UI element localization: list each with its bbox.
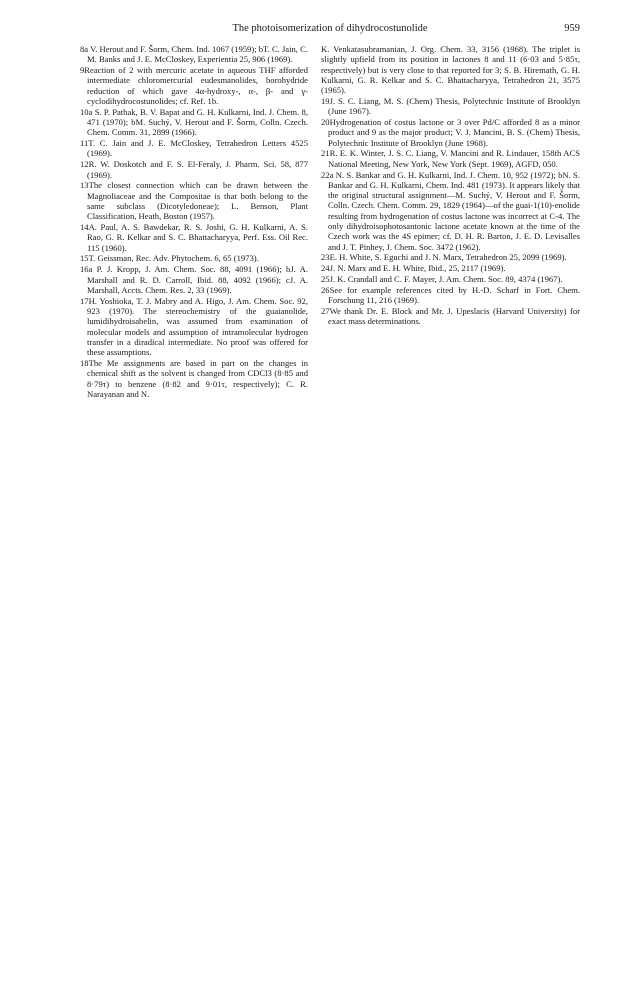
reference-24: 24J. N. Marx and E. H. White, Ibid., 25, 2117 (1969). [321, 263, 506, 274]
reference-19: 19J. S. C. Liang, M. S. (Chem) Thesis, Polytechnic Institute of Brooklyn (June 1967). [321, 95, 580, 117]
reference-8: 8a V. Herout and F. Šorm, Chem. Ind. 1067 (1959); bT. C. Jain, C. M. Banks and J. E. McCloskey, Experientia 25, 906 (1969). [80, 44, 308, 65]
reference-17: 17H. Yoshioka, T. J. Mabry and A. Higo, J. Am. Chem. Soc. 92, 923 (1970). The stereochemistry of the guaianolide, lumidihydroisabelin, was assumed from examination of molecular models and assumption of intramolecular hydrogen transfer in a diradical intermediate. No proof was offered for these assumptions. [80, 295, 308, 358]
reference-11: 11T. C. Jain and J. E. McCloskey, Tetrahedron Letters 4525 (1969). [80, 138, 308, 159]
reference-9: 9Reaction of 2 with mercuric acetate in aqueous THF afforded intermediate chloromercurial eudesmanolides, borohydride reduction of which gave 4α-hydroxy-, α-, β- and γ-cyclodihydrocostunolides; cf. Ref. 1b. [80, 65, 308, 106]
reference-18-continued: K. Venkatasubramanian, J. Org. Chem. 33, 3156 (1968). The triplet is slightly upfield from its position in lactones 8 and 11 (6·03 and 5·85τ, respectively) but is very close to that reported for 3; S. B. Hiremath, G. H. Kulkarni, G. R. Kelkar and S. C. Bhattacharyya, Tetrahedron 21, 3575 (1965). [321, 44, 580, 96]
page-header [80, 22, 580, 36]
reference-12: 12R. W. Doskotch and F. S. El-Feraly, J. Pharm. Sci. 58, 877 (1969). [80, 159, 308, 180]
reference-26: 26See for example references cited by H.-D. Scharf in Fort. Chem. Forschung 11, 216 (1969). [321, 284, 580, 306]
reference-20: 20Hydrogenation of costus lactone or 3 over Pd/C afforded 8 as a minor product and 9 as the major product; V. J. Mancini, B. S. (Chem) Thesis, Polytechnic Institute of Brooklyn (June 1968). [321, 117, 580, 148]
reference-22: 22a N. S. Bankar and G. H. Kulkarni, Ind. J. Chem. 10, 952 (1972); bN. S. Bankar and G. H. Kulkarni, Chem. Ind. 481 (1973). It appears likely that the original structural assignment—M. Suchý, V. Herout and F. Šorm, Colln. Czech. Chem. Comm. 29, 1829 (1964)—of the guai-1(10)-enolide resulting from hydrogenation of costus lactone was incorrect at C-4. The only dihydroisophotosantonic lactone acetate known at the time of the Czech work was the 4S epimer; cf. D. H. R. Barton, J. E. D. Levisalles and J. T. Pinhey, J. Chem. Soc. 3472 (1962). [321, 169, 580, 252]
reference-10: 10a S. P. Pathak, B. V. Bapat and G. H. Kulkarni, Ind. J. Chem. 8, 471 (1970); bM. Suchý, V. Herout and F. Šorm, Colln. Czech. Chem. Comm. 31, 2899 (1966). [80, 106, 308, 138]
reference-14: 14A. Paul, A. S. Bawdekar, R. S. Joshi, G. H. Kulkarni, A. S. Rao, G. R. Kelkar and S. C. Bhattacharyya, Perf. Ess. Oil Rec. 115 (1960). [80, 222, 308, 253]
reference-18: 18The Me assignments are based in part on the changes in chemical shift as the solvent is changed from CDCl3 (8·85 and 8·79τ) to benzene (8·82 and 9·01τ, respectively); C. R. Narayanan and N. [80, 357, 308, 399]
left-column-references [80, 44, 308, 400]
running-title: The photoisomerization of dihydrocostunolide [232, 23, 428, 34]
page-number: 959 [564, 23, 580, 34]
reference-21: 21R. E. K. Winter, J. S. C. Liang, V. Mancini and R. Lindauer, 158th ACS National Meeting, New York, New York (Sept. 1969), AGFD, 050. [321, 148, 580, 169]
reference-27: 27We thank Dr. E. Block and Mr. J. Upeslacis (Harvard University) for exact mass determinations. [321, 305, 580, 327]
reference-23: 23E. H. White, S. Eguchi and J. N. Marx, Tetrahedron 25, 2099 (1969). [321, 252, 567, 263]
reference-16: 16a P. J. Kropp, J. Am. Chem. Soc. 88, 4091 (1966); bJ. A. Marshall and R. D. Carroll, Ibid. 88, 4092 (1966); cJ. A. Marshall, Accts. Chem. Res. 2, 33 (1969). [80, 264, 308, 295]
reference-13: 13The closest connection which can be drawn between the Magnoliaceae and the Compositae is that both belong to the same subclass (Dicotyledoneae); L. Benson, Plant Classification, Heath, Boston (1957). [80, 180, 308, 222]
reference-25: 25J. K. Crandall and C. F. Mayer, J. Am. Chem. Soc. 89, 4374 (1967). [321, 274, 563, 285]
right-column-references [321, 44, 580, 327]
reference-15: 15T. Geissman, Rec. Adv. Phytochem. 6, 65 (1973). [80, 253, 259, 264]
